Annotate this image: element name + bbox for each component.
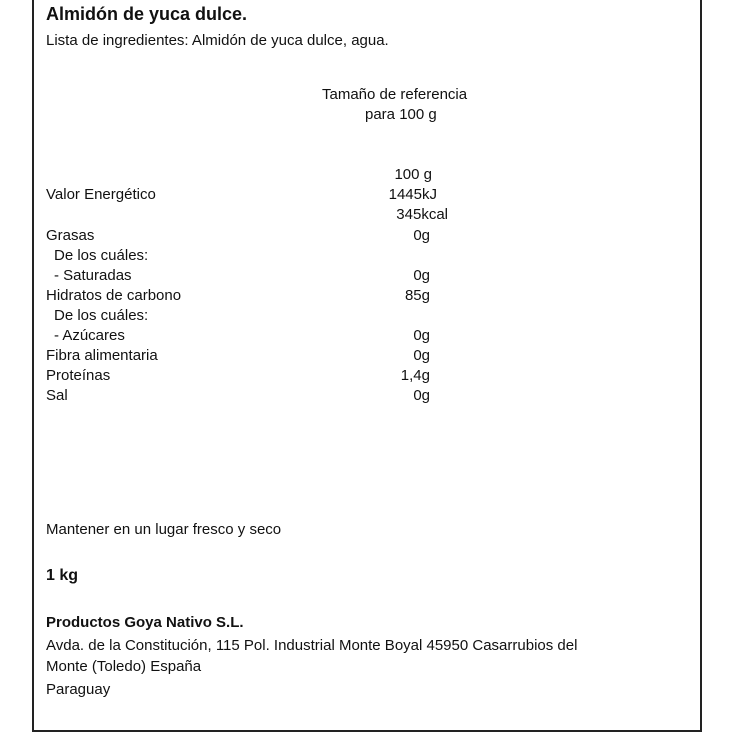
reference-size-value: para 100 g <box>365 106 437 123</box>
nutrient-label: De los cuáles: <box>54 247 149 264</box>
nutrient-label: De los cuáles: <box>54 307 149 324</box>
nutrient-value: 0g <box>413 267 430 284</box>
nutrient-value: 1,4g <box>400 367 430 384</box>
nutrient-value: 0g <box>413 327 430 344</box>
net-weight: 1 kg <box>46 567 79 584</box>
company-address-line2: Monte (Toledo) España <box>46 658 202 675</box>
company-name: Productos Goya Nativo S.L. <box>46 614 244 631</box>
nutrient-value: 0g <box>413 347 430 364</box>
nutrition-row <box>0 247 735 267</box>
nutrient-value: 345kcal <box>396 206 448 223</box>
nutrition-row <box>0 267 735 287</box>
country-of-origin: Paraguay <box>46 681 111 698</box>
nutrition-column-header: 100 g <box>394 166 432 183</box>
company-address-line1: Avda. de la Constitución, 115 Pol. Industrial Monte Boyal 45950 Casarrubios del <box>46 637 578 654</box>
nutrition-row <box>0 367 735 387</box>
product-title: Almidón de yuca dulce. <box>46 4 248 24</box>
nutrition-header-row <box>0 166 735 186</box>
nutrient-label: - Saturadas <box>54 267 132 284</box>
ingredients-list: Lista de ingredientes: Almidón de yuca dulce, agua. <box>46 32 389 49</box>
nutrition-row <box>0 347 735 367</box>
nutrition-row <box>0 307 735 327</box>
nutrition-row <box>0 186 735 206</box>
nutrient-label: Valor Energético <box>46 186 156 203</box>
nutrient-label: - Azúcares <box>54 327 125 344</box>
nutrient-value: 1445kJ <box>388 186 437 203</box>
nutrition-row <box>0 287 735 307</box>
nutrition-row <box>0 227 735 247</box>
storage-instructions: Mantener en un lugar fresco y seco <box>46 521 282 538</box>
nutrient-label: Sal <box>46 387 68 404</box>
nutrient-label: Proteínas <box>46 367 111 384</box>
nutrition-row <box>0 206 735 226</box>
nutrient-value: 85g <box>404 287 430 304</box>
nutrient-label: Hidratos de carbono <box>46 287 182 304</box>
nutrition-row <box>0 387 735 407</box>
nutrient-value: 0g <box>413 387 430 404</box>
nutrition-row <box>0 327 735 347</box>
nutrient-label: Fibra alimentaria <box>46 347 158 364</box>
nutrient-value: 0g <box>413 227 430 244</box>
reference-size-label: Tamaño de referencia <box>322 86 468 103</box>
nutrient-label: Grasas <box>46 227 95 244</box>
